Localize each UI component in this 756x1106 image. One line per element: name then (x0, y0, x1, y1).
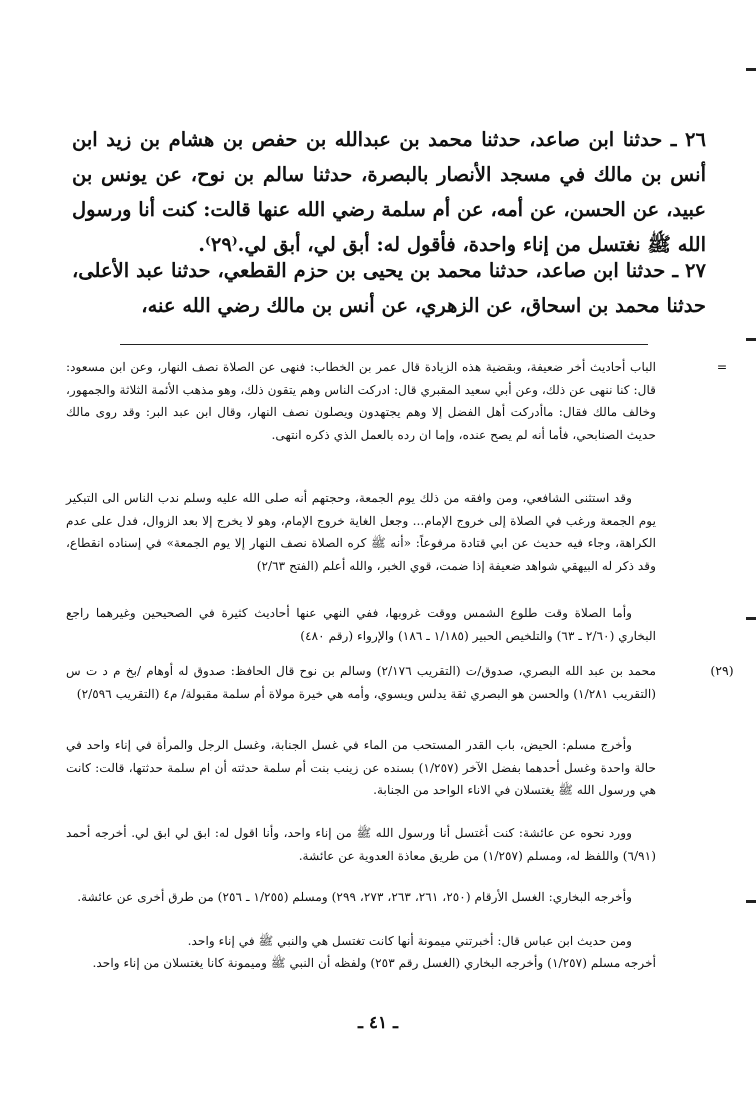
edge-mark (746, 617, 756, 620)
footnote-continuation-para-2: وقد استثنى الشافعي، ومن وافقه من ذلك يوم الجمعة، وحجتهم أنه صلى الله عليه وسلم ندب الناس الى التبكير يوم الجمعة ورغب في الصلاة إلى خروج الإمام... وجعل الغاية خروج الإمام، وهو لا يخرج إلا بعد الزوال، فدل على عدم الكراهة، وجاء فيه حديث عن ابي قتادة مرفوعاً: «أنه ﷺ كره الصلاة نصف النهار إلا يوم الجمعة» في إسناده انقطاع، وقد ذكر له البيهقي شواهد ضعيفة إذا ضمت، قوي الخبر، والله أعلم (الفتح ٢/٦٣) (66, 491, 656, 573)
footnote-29-para-2: وأخرج مسلم: الحيض، باب القدر المستحب من الماء في غسل الجنابة، وغسل الرجل والمرأة في إناء واحد في حالة واحدة وغسل أحدهما بفضل الآخر (١/٢٥٧) بسنده عن زينب بنت أم سلمة حدثته أن ام سلمة حدثتها، قالت: كانت هي ورسول الله ﷺ يغتسلان في الاناء الواحد من الجنابة. (66, 738, 656, 797)
footnote-29-para-6: أخرجه مسلم (١/٢٥٧) وأخرجه البخاري (الغسل رقم ٢٥٣) ولفظه أن النبي ﷺ وميمونة كانا يغتسلان من إناء واحد. (92, 956, 656, 970)
hadith-27: ٢٧ ـ حدثنا ابن صاعد، حدثنا محمد بن يحيى بن حزم القطعي، حدثنا عبد الأعلى، حدثنا محمد بن اسحاق، عن الزهري، عن أنس بن مالك رضي الله عنه، (72, 259, 706, 317)
hadith-26: ٢٦ ـ حدثنا ابن صاعد، حدثنا محمد بن عبدالله بن حفص بن هشام بن زيد ابن أنس بن مالك في مسجد الأنصار بالبصرة، حدثنا سالم بن نوح، عن يونس بن عبيد، عن الحسن، عن أمه، عن أم سلمة رضي الله عنها قالت: كنت أنا ورسول الله ﷺ نغتسل من إناء واحدة، فأقول له: أبق لي، أبق لي.⁽٢٩⁾. (72, 128, 707, 256)
edge-mark (746, 900, 756, 903)
footnote-29-para-1: محمد بن عبد الله البصري، صدوق/ت (التقريب ٢/١٧٦) وسالم بن نوح قال الحافظ: صدوق له أوهام /بخ م د ت س (التقريب ١/٢٨١) والحسن هو البصري ثقة يدلس ويسوي، وأمه هي خيرة مولاة أم سلمة مقبولة/ م٤ (التقريب ٢/٥٩٦) (66, 664, 656, 701)
footnote-29-para-5: ومن حديث ابن عباس قال: أخبرتني ميمونة أنها كانت تغتسل هي والنبي ﷺ في إناء واحد. (187, 934, 632, 948)
footnote-29-para-3: وورد نحوه عن عائشة: كنت أغتسل أنا ورسول الله ﷺ من إناء واحد، وأنا اقول له: ابق لي ابق لي. أخرجه أحمد (٦/٩١) واللفظ له، ومسلم (١/٢٥٧) من طريق معاذة العدوية عن عائشة. (66, 826, 656, 863)
edge-mark (746, 68, 756, 71)
footnote-continuation-marker: = (716, 359, 728, 374)
footnote-29-marker: (٢٩) (710, 663, 734, 678)
edge-mark (746, 338, 756, 341)
page-number: ـ ٤١ ـ (357, 1013, 399, 1033)
footnote-divider (120, 344, 648, 345)
footnote-29-para-4: وأخرجه البخاري: الغسل الأرقام (٢٥٠، ٢٦١، ٢٦٣، ٢٧٣، ٢٩٩) ومسلم (١/٢٥٥ ـ ٢٥٦) من طرق أخرى عن عائشة. (77, 890, 632, 904)
footnote-continuation-para-3: وأما الصلاة وقت طلوع الشمس ووقت غروبها، ففي النهي عنها أحاديث كثيرة في الصحيحين وغيرهما راجع البخاري (٢/٦٠ ـ ٦٣) والتلخيص الحبير (١/١٨٥ ـ ١٨٦) والإرواء (رقم ٤٨٠) (66, 606, 656, 643)
footnote-continuation-para-1: الباب أحاديث أخر ضعيفة، وبقضية هذه الزيادة قال عمر بن الخطاب: فنهى عن الصلاة نصف النهار، وعن ابن مسعود: قال: كنا ننهى عن ذلك، وعن أبي سعيد المقبري قال: ادركت الناس وهم يتقون ذلك، وهو مذهب الأئمة الثلاثة والجمهور، وخالف مالك فقال: ماأدركت أهل الفضل إلا وهم يجتهدون ويصلون نصف النهار، وقال ابن عبد البر: وقد روى مالك حديث الصنابحي، فأما أنه لم يصح عنده، وإما ان رده بالعمل الذي ذكره انتهى. (66, 360, 656, 442)
